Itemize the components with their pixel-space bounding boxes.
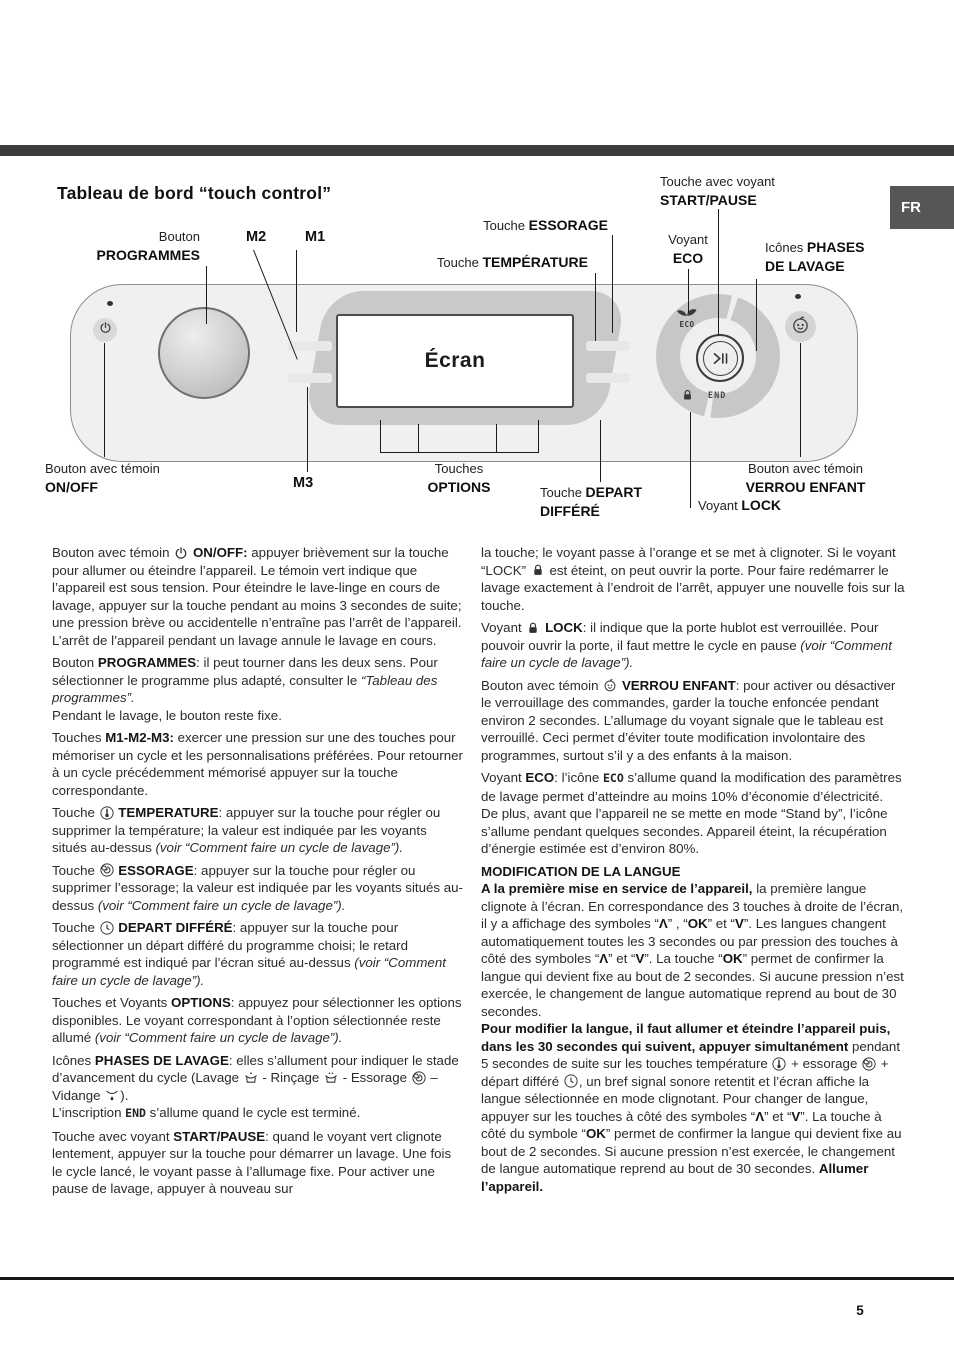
text-run: Voyant <box>481 620 526 635</box>
text-run: START/PAUSE <box>173 1128 266 1144</box>
text-run: (voir “Comment faire un cycle de lavage”). <box>155 840 404 855</box>
text-run: M1-M2-M3: <box>105 730 174 745</box>
text-run: : appuyer sur la touche pour régler ou supprimer la température; la valeur est indiquée par les voyants situés au-dessus <box>52 805 441 855</box>
label-m1: M1 <box>305 229 326 245</box>
text-run: s’allume quand la modification des paramètres de lavage permet d’atteindre au moins 10% d’économie d’électricité. <box>481 770 902 804</box>
text-run: : appuyer sur la touche pour régler ou supprimer l’essorage; la valeur est indiquée par les voyants situés au-dessus <box>52 862 463 913</box>
text-run: ” et “ <box>608 951 636 966</box>
label-phases-bold: PHASES <box>806 239 865 255</box>
text-run: ECO <box>602 771 624 785</box>
text-run: Touche <box>52 805 99 820</box>
label-phases <box>765 238 865 276</box>
label-eco-bold: ECO <box>672 250 704 266</box>
label-essorage <box>448 216 608 235</box>
text-run: ECO <box>525 770 555 785</box>
label-programmes-bold: PROGRAMMES <box>96 247 200 263</box>
para-lock <box>481 619 909 672</box>
para-start-pause-cont <box>481 544 909 614</box>
para-programmes <box>52 654 464 724</box>
text-run: OPTIONS <box>171 995 231 1010</box>
touch-zone-m1 <box>288 341 332 351</box>
drain-icon <box>105 1088 119 1102</box>
bottom-rule <box>0 1277 954 1280</box>
delay-icon <box>564 1074 578 1088</box>
label-depart-pre: Touche <box>540 485 586 500</box>
para-eco <box>481 769 909 858</box>
leader-programmes <box>206 266 207 324</box>
label-start-pause <box>660 173 775 210</box>
spin-icon <box>412 1071 426 1085</box>
text-run: OK <box>585 1126 606 1141</box>
text-run: ” permet de confirmer la langue qui devient fixe au bout de 2 secondes. Si aucune pression n’est exercée, le changement de langue automatique reprend au bout de 30 secondes. <box>481 951 904 1019</box>
text-run: Touche <box>52 862 99 878</box>
text-run: PROGRAMMES <box>97 655 197 670</box>
text-run: Bouton avec témoin <box>52 545 174 560</box>
delay-icon <box>100 921 114 935</box>
text-run: , un bref signal sonore retentit et l’écran affiche la langue sélectionnée en mode clignotant. Pour changer de langue, appuyer sur les touches à côté des symboles “ <box>481 1073 870 1124</box>
leader-essorage <box>612 235 613 333</box>
child-lock-button <box>785 311 816 342</box>
power-icon <box>99 321 112 339</box>
para-options <box>52 994 464 1047</box>
text-run: Allumer l’appareil. <box>481 1161 869 1194</box>
para-onoff-desc <box>52 544 464 649</box>
text-run: Voyant <box>481 770 526 785</box>
text-run: (voir “Comment faire un cycle de lavage”). <box>94 1030 343 1045</box>
label-verrou-bold: VERROU ENFANT <box>745 479 866 495</box>
para-temperature <box>52 804 464 857</box>
text-run: Λ <box>658 916 668 931</box>
leader-onoff <box>104 343 105 457</box>
label-onoff-pre: Bouton avec témoin <box>45 461 160 476</box>
label-onoff-bold: ON/OFF <box>45 479 98 495</box>
label-options-bold: OPTIONS <box>427 479 491 495</box>
leader-options-bracket <box>380 452 539 453</box>
spin-icon <box>100 863 114 877</box>
text-run: V <box>735 916 744 931</box>
text-run: Pour modifier la langue, il faut allumer et éteindre l’appareil puis, dans les 30 secondes qui suivent, appuyer simultanément <box>481 1021 891 1054</box>
label-options-pre: Touches <box>434 461 484 476</box>
text-run: TEMPERATURE <box>118 805 219 820</box>
text-run: END <box>125 1106 146 1120</box>
rinse-icon <box>324 1071 338 1085</box>
leader-temperature <box>595 273 596 341</box>
label-depart-bold: DEPART <box>585 484 643 500</box>
text-run: (voir “Comment faire un cycle de lavage”). <box>481 637 892 670</box>
touch-zone-temperature <box>586 341 630 351</box>
label-phases-pre: Icônes <box>765 240 807 255</box>
text-run: Icônes <box>52 1052 95 1068</box>
text-run: VERROU ENFANT <box>621 677 736 693</box>
label-lock-bold: LOCK <box>741 497 782 513</box>
text-run: : quand le voyant vert clignote lentement, appuyer sur la touche pour démarrer un lavage. Une fois le cycle lancé, le voyant passe à l’allumage fixe. Pour activer une pause de lavage, appuyer à nouveau sur <box>52 1128 452 1196</box>
text-run: Pendant le lavage, le bouton reste fixe. <box>52 707 282 723</box>
label-start-pause-bold: START/PAUSE <box>660 192 757 208</box>
leader-option-2 <box>418 424 419 453</box>
para-modification-langue <box>481 863 909 1196</box>
eco-indicator-label: ECO <box>679 320 695 329</box>
screen-display <box>336 314 574 408</box>
power-icon <box>174 546 188 560</box>
text-run: De plus, avant que l’appareil ne se mette en mode “Stand by”, l’icône s’allume pendant quelques secondes. Appareil éteint, la récupération d’énergie estimée est d’environ 80%. <box>481 806 888 856</box>
page-title: Tableau de bord “touch control” <box>57 183 332 203</box>
label-phases-bold2: DE LAVAGE <box>765 258 845 274</box>
label-eco <box>663 231 713 268</box>
onoff-led <box>107 301 113 306</box>
left-column <box>52 544 464 1203</box>
label-m2: M2 <box>246 229 267 245</box>
text-run: ). <box>120 1087 129 1103</box>
leader-depart <box>600 420 601 482</box>
leader-option-3 <box>496 424 497 453</box>
text-run: ”. Les langues changent automatiquement toutes les 3 secondes ou par pression des touches à côté des symboles “ <box>481 916 898 966</box>
text-run: LOCK <box>545 620 583 635</box>
text-run: Λ <box>755 1108 765 1124</box>
lock-icon <box>526 621 540 635</box>
label-programmes <box>78 228 200 265</box>
text-run: OK <box>722 951 743 966</box>
page-number: 5 <box>856 1303 864 1318</box>
text-run: Touches <box>52 730 106 745</box>
text-run: – Vidange <box>52 1070 438 1103</box>
temperature-icon <box>100 806 114 820</box>
text-run: (voir “Comment faire un cycle de lavage”). <box>97 897 346 913</box>
text-run: - Rinçage <box>258 1070 323 1085</box>
text-run: Touche <box>52 920 99 935</box>
leader-eco <box>688 269 689 313</box>
spin-icon <box>862 1057 876 1071</box>
text-run: A la première mise en service de l’appareil, <box>481 881 753 896</box>
label-programmes-pre: Bouton <box>158 229 200 244</box>
text-run: - Essorage <box>339 1070 411 1085</box>
leader-m3 <box>307 387 308 472</box>
screen-label: Écran <box>424 349 486 372</box>
leader-option-4 <box>538 420 539 453</box>
text-run: la touche; le voyant passe à l’orange et se met à clignoter. Si le voyant “LOCK” <box>481 545 896 578</box>
label-options <box>399 460 519 497</box>
eco-indicator <box>670 305 704 330</box>
text-run: : pour activer ou désactiver le verrouillage des commandes, garder la touche enfoncée pendant environ 2 secondes. L’allumage du voyant signale que le tableau est verrouillé. Ceci permet d’éviter toute modification involontaire des programmes, surtout s’il y a des enfants à la maison. <box>481 677 896 763</box>
language-tab <box>890 186 954 229</box>
leader-m1 <box>296 250 297 332</box>
text-run: ” , “ <box>667 916 688 931</box>
text-run: ” et “ <box>707 916 735 931</box>
text-run: DEPART DIFFÉRÉ <box>118 920 233 935</box>
touch-zone-depart-differe <box>586 373 630 383</box>
para-start-pause <box>52 1128 464 1198</box>
text-run: : l’icône <box>554 770 603 785</box>
text-run: V <box>791 1108 801 1124</box>
text-run: Touches et Voyants <box>52 995 172 1010</box>
child-lock-icon <box>603 678 617 692</box>
leader-lock <box>690 412 691 508</box>
text-run: V <box>635 951 645 966</box>
lock-indicator-icon <box>681 388 694 402</box>
text-run: Bouton avec témoin <box>481 677 603 693</box>
text-run: ”. La touche “ <box>644 951 723 966</box>
text-run: : elles s’allument pour indiquer le stade d’avancement du cycle (Lavage <box>52 1052 459 1085</box>
label-start-pause-pre: Touche avec voyant <box>660 174 775 189</box>
leader-start-pause <box>718 209 719 335</box>
text-run: ON/OFF: <box>192 545 248 560</box>
para-verrou-enfant <box>481 677 909 765</box>
para-depart-differe <box>52 919 464 989</box>
text-run: “Tableau des programmes”. <box>52 672 438 705</box>
text-run: est éteint, on peut ouvrir la porte. Pour faire redémarrer le lavage exactement à l’endroit de l’arrêt, appuyer une nouvelle fois sur la touche. <box>481 562 905 613</box>
language-tab-label: FR <box>901 199 921 216</box>
text-run: + départ différé <box>481 1056 889 1089</box>
program-knob <box>158 307 250 399</box>
leader-option-1 <box>380 420 381 453</box>
temperature-icon <box>772 1057 786 1071</box>
para-essorage <box>52 862 464 915</box>
text-run: s’allume quand le cycle est terminé. <box>145 1105 361 1120</box>
label-temperature-pre: Touche <box>436 255 483 270</box>
text-run: appuyer brièvement sur la touche pour allumer ou éteindre l’appareil. Le témoin vert indique que l’appareil est sous tension. Pour éteindre le lave-linge en cours de lavage, appuyer sur la touche pendant au moins 3 secondes de suite; une pression brève ou accidentelle n’entraîne pas l’arrêt de l’appareil. L’arrêt de l’appareil pendant un lavage annule le lavage en cours. <box>52 545 462 648</box>
text-run: PHASES DE LAVAGE <box>94 1052 229 1068</box>
label-verrou-pre: Bouton avec témoin <box>748 461 863 476</box>
eco-leaf-icon <box>676 304 698 321</box>
start-pause-button <box>696 334 744 382</box>
label-depart <box>540 483 642 521</box>
text-run: OK <box>687 916 708 931</box>
text-run: Touche avec voyant <box>52 1128 174 1144</box>
label-eco-pre: Voyant <box>668 232 708 247</box>
text-run: ” et “ <box>764 1108 792 1124</box>
wash-icon <box>244 1071 258 1085</box>
label-depart-bold2: DIFFÉRÉ <box>540 503 600 519</box>
text-run: MODIFICATION DE LA LANGUE <box>481 863 681 879</box>
label-essorage-pre: Touche <box>483 218 529 233</box>
label-lock-pre: Voyant <box>698 498 742 513</box>
label-temperature-bold: TEMPÉRATURE <box>482 254 588 270</box>
text-run: exercer une pression sur une des touches pour mémoriser un cycle et les personnalisations préférées. Pour retourner à un cycle précédemment mémorisé appuyer sur la touche correspondante. <box>52 730 463 798</box>
text-run: : appuyez pour sélectionner les options disponibles. Le voyant correspondant à l’option sélectionnée reste allumé <box>52 995 462 1045</box>
text-run: : il indique que la porte hublot est verrouillée. Pour pouvoir ouvrir la porte, il faut mettre le cycle en pause <box>481 620 879 653</box>
label-m3: M3 <box>293 475 314 491</box>
leader-phases <box>756 279 757 351</box>
text-run: L’inscription <box>52 1105 126 1120</box>
end-indicator-label: END <box>708 391 727 401</box>
text-run: Bouton <box>52 655 98 670</box>
child-lock-led <box>795 294 801 299</box>
text-run: pendant 5 secondes de suite sur les touches température <box>481 1038 901 1071</box>
text-run: ESSORAGE <box>118 862 194 878</box>
touch-zone-m2 <box>288 373 332 383</box>
text-run: : appuyer sur la touche pour sélectionner un départ différé du programme choisi; le retard programmé est indiqué par l’écran situé au-dessus <box>52 920 409 970</box>
text-run: ” permet de confirmer la langue qui devient fixe au bout de 2 secondes. Si aucune pression n’est exercée, le changement de langue automatique reprend au bout de 30 secondes. <box>481 1126 902 1176</box>
right-column <box>481 544 909 1200</box>
onoff-button <box>93 318 117 342</box>
start-pause-icon <box>703 341 738 376</box>
text-run: (voir “Comment faire un cycle de lavage”). <box>52 955 446 988</box>
label-lock <box>698 496 781 515</box>
lock-icon <box>531 563 545 577</box>
label-temperature <box>408 253 588 272</box>
text-run: Λ <box>599 951 609 966</box>
label-onoff <box>45 460 160 497</box>
para-phases <box>52 1052 464 1123</box>
text-run: la première langue clignote à l’écran. En correspondance des 3 touches à droite de l’écran, il y a affichage des symboles “ <box>481 881 904 931</box>
text-run: + essorage <box>787 1056 862 1071</box>
text-run: : il peut tourner dans les deux sens. Pour sélectionner le programme plus adapté, consulter le <box>52 655 438 688</box>
label-essorage-bold: ESSORAGE <box>528 217 608 233</box>
child-lock-icon <box>791 315 810 339</box>
label-verrou <box>733 460 878 497</box>
leader-verrou <box>800 343 801 457</box>
text-run: ”. La touche à côté du symbole “ <box>481 1108 882 1141</box>
top-rule <box>0 145 954 156</box>
para-memoires <box>52 729 464 799</box>
